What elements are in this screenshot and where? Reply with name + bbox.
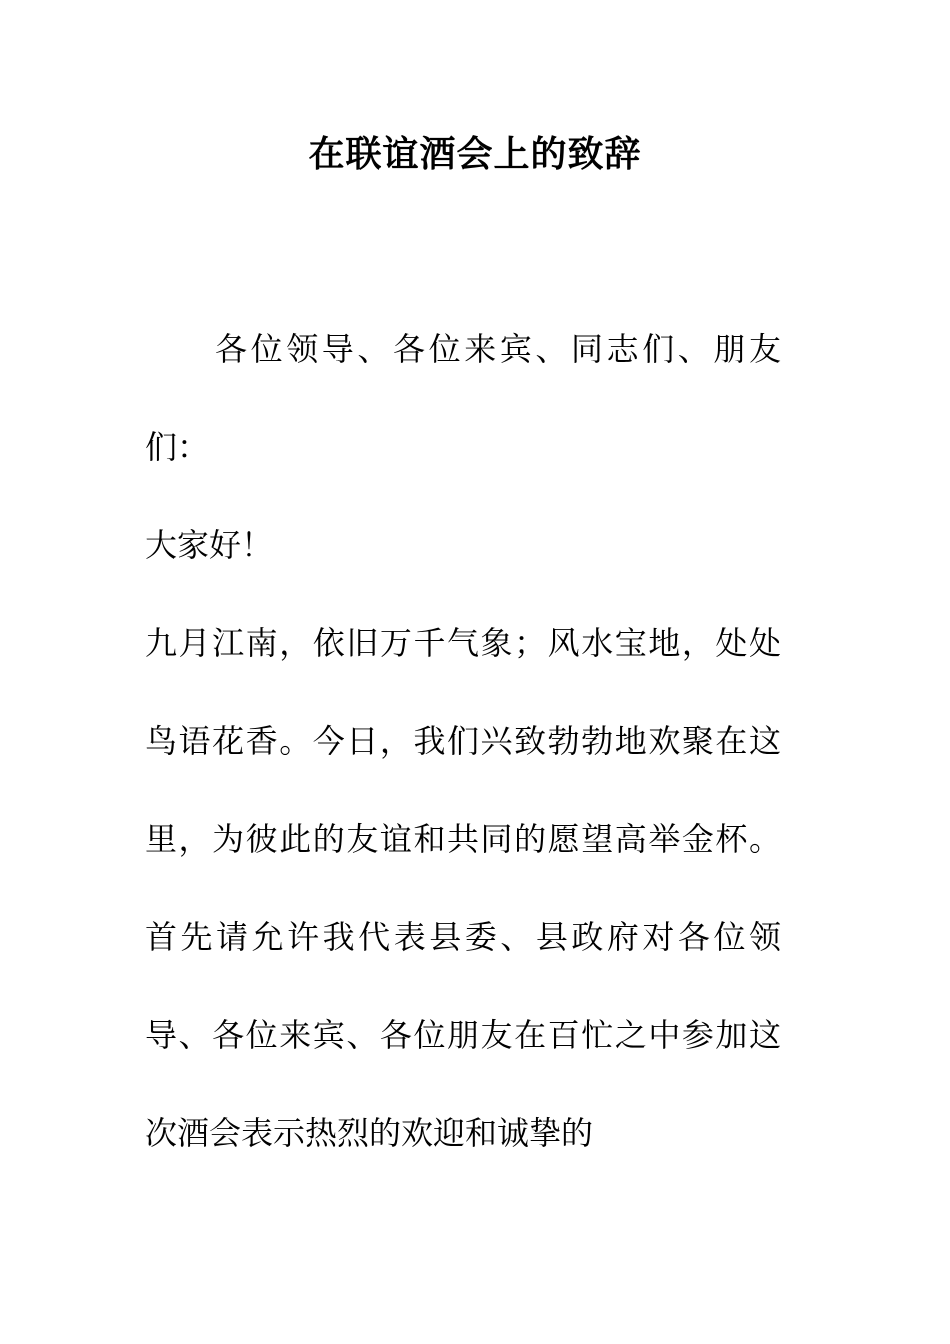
document-title: 在联谊酒会上的致辞: [308, 133, 642, 175]
greeting-paragraph: 大家好！: [145, 526, 274, 564]
salutation-paragraph: 各位领导、各位来宾、同志们、朋友们：: [145, 330, 781, 466]
body-paragraph: 九月江南，依旧万千气象；风水宝地，处处鸟语花香。今日，我们兴致勃勃地欢聚在这里，为彼此的友谊和共同的愿望高举金杯。首先请允许我代表县委、县政府对各位领导、各位来宾、各位朋友在百忙之中参加这次酒会表示热烈的欢迎和诚挚的: [145, 624, 781, 1152]
document-body: [145, 300, 781, 1182]
